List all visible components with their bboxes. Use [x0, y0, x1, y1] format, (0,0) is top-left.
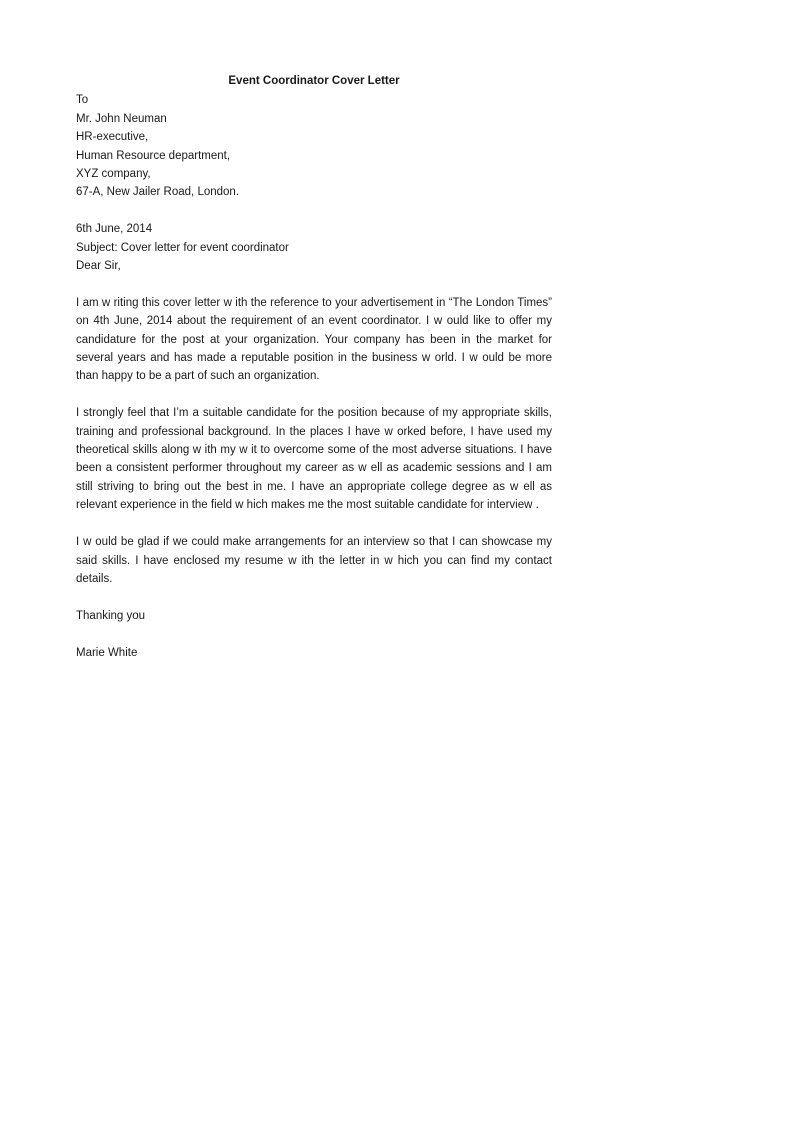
body-paragraph-3: I w ould be glad if we could make arrangements for an interview so that I can showcase my said skills. I have enclosed my resume w ith the letter in w hich you can find my contact details. [76, 536, 552, 585]
body-paragraph-1: I am w riting this cover letter w ith the reference to your advertisement in “The London Times” on 4th June, 2014 about the requirement of an event coordinator. I w ould like to offer my candidature for the post at your organization. Your company has been in the market for several years and has made a reputable position in the business w orld. I w ould be more than happy to be a part of such an organization. [76, 296, 552, 383]
letter-content [76, 72, 552, 662]
subject-line: Subject: Cover letter for event coordinator [76, 241, 289, 254]
salutation: Dear Sir, [76, 260, 121, 273]
recipient-line-address: 67-A, New Jailer Road, London. [76, 186, 240, 199]
letter-title: Event Coordinator Cover Letter [228, 75, 400, 87]
recipient-line-company: XYZ company, [76, 168, 151, 181]
recipient-block [76, 91, 552, 201]
recipient-line-department: Human Resource department, [76, 149, 231, 162]
signature: Marie White [76, 646, 138, 659]
recipient-line-to: To [76, 94, 89, 107]
body-paragraph-2: I strongly feel that I’m a suitable candidate for the position because of my appropriate skills, training and professional background. In the places I have w orked before, I have used my theoretical skills along w ith my w it to overcome some of the most adverse situations. I have been a consistent performer throughout my career as w ell as academic sessions and I am still striving to bring out the best in me. I have an appropriate college degree as w ell as relevant experience in the field w hich makes me the most suitable candidate for interview . [76, 407, 552, 512]
closing: Thanking you [76, 609, 146, 622]
date-line: 6th June, 2014 [76, 223, 153, 236]
recipient-line-role: HR-executive, [76, 131, 149, 144]
recipient-line-name: Mr. John Neuman [76, 112, 167, 125]
date-subject-block [76, 220, 552, 275]
